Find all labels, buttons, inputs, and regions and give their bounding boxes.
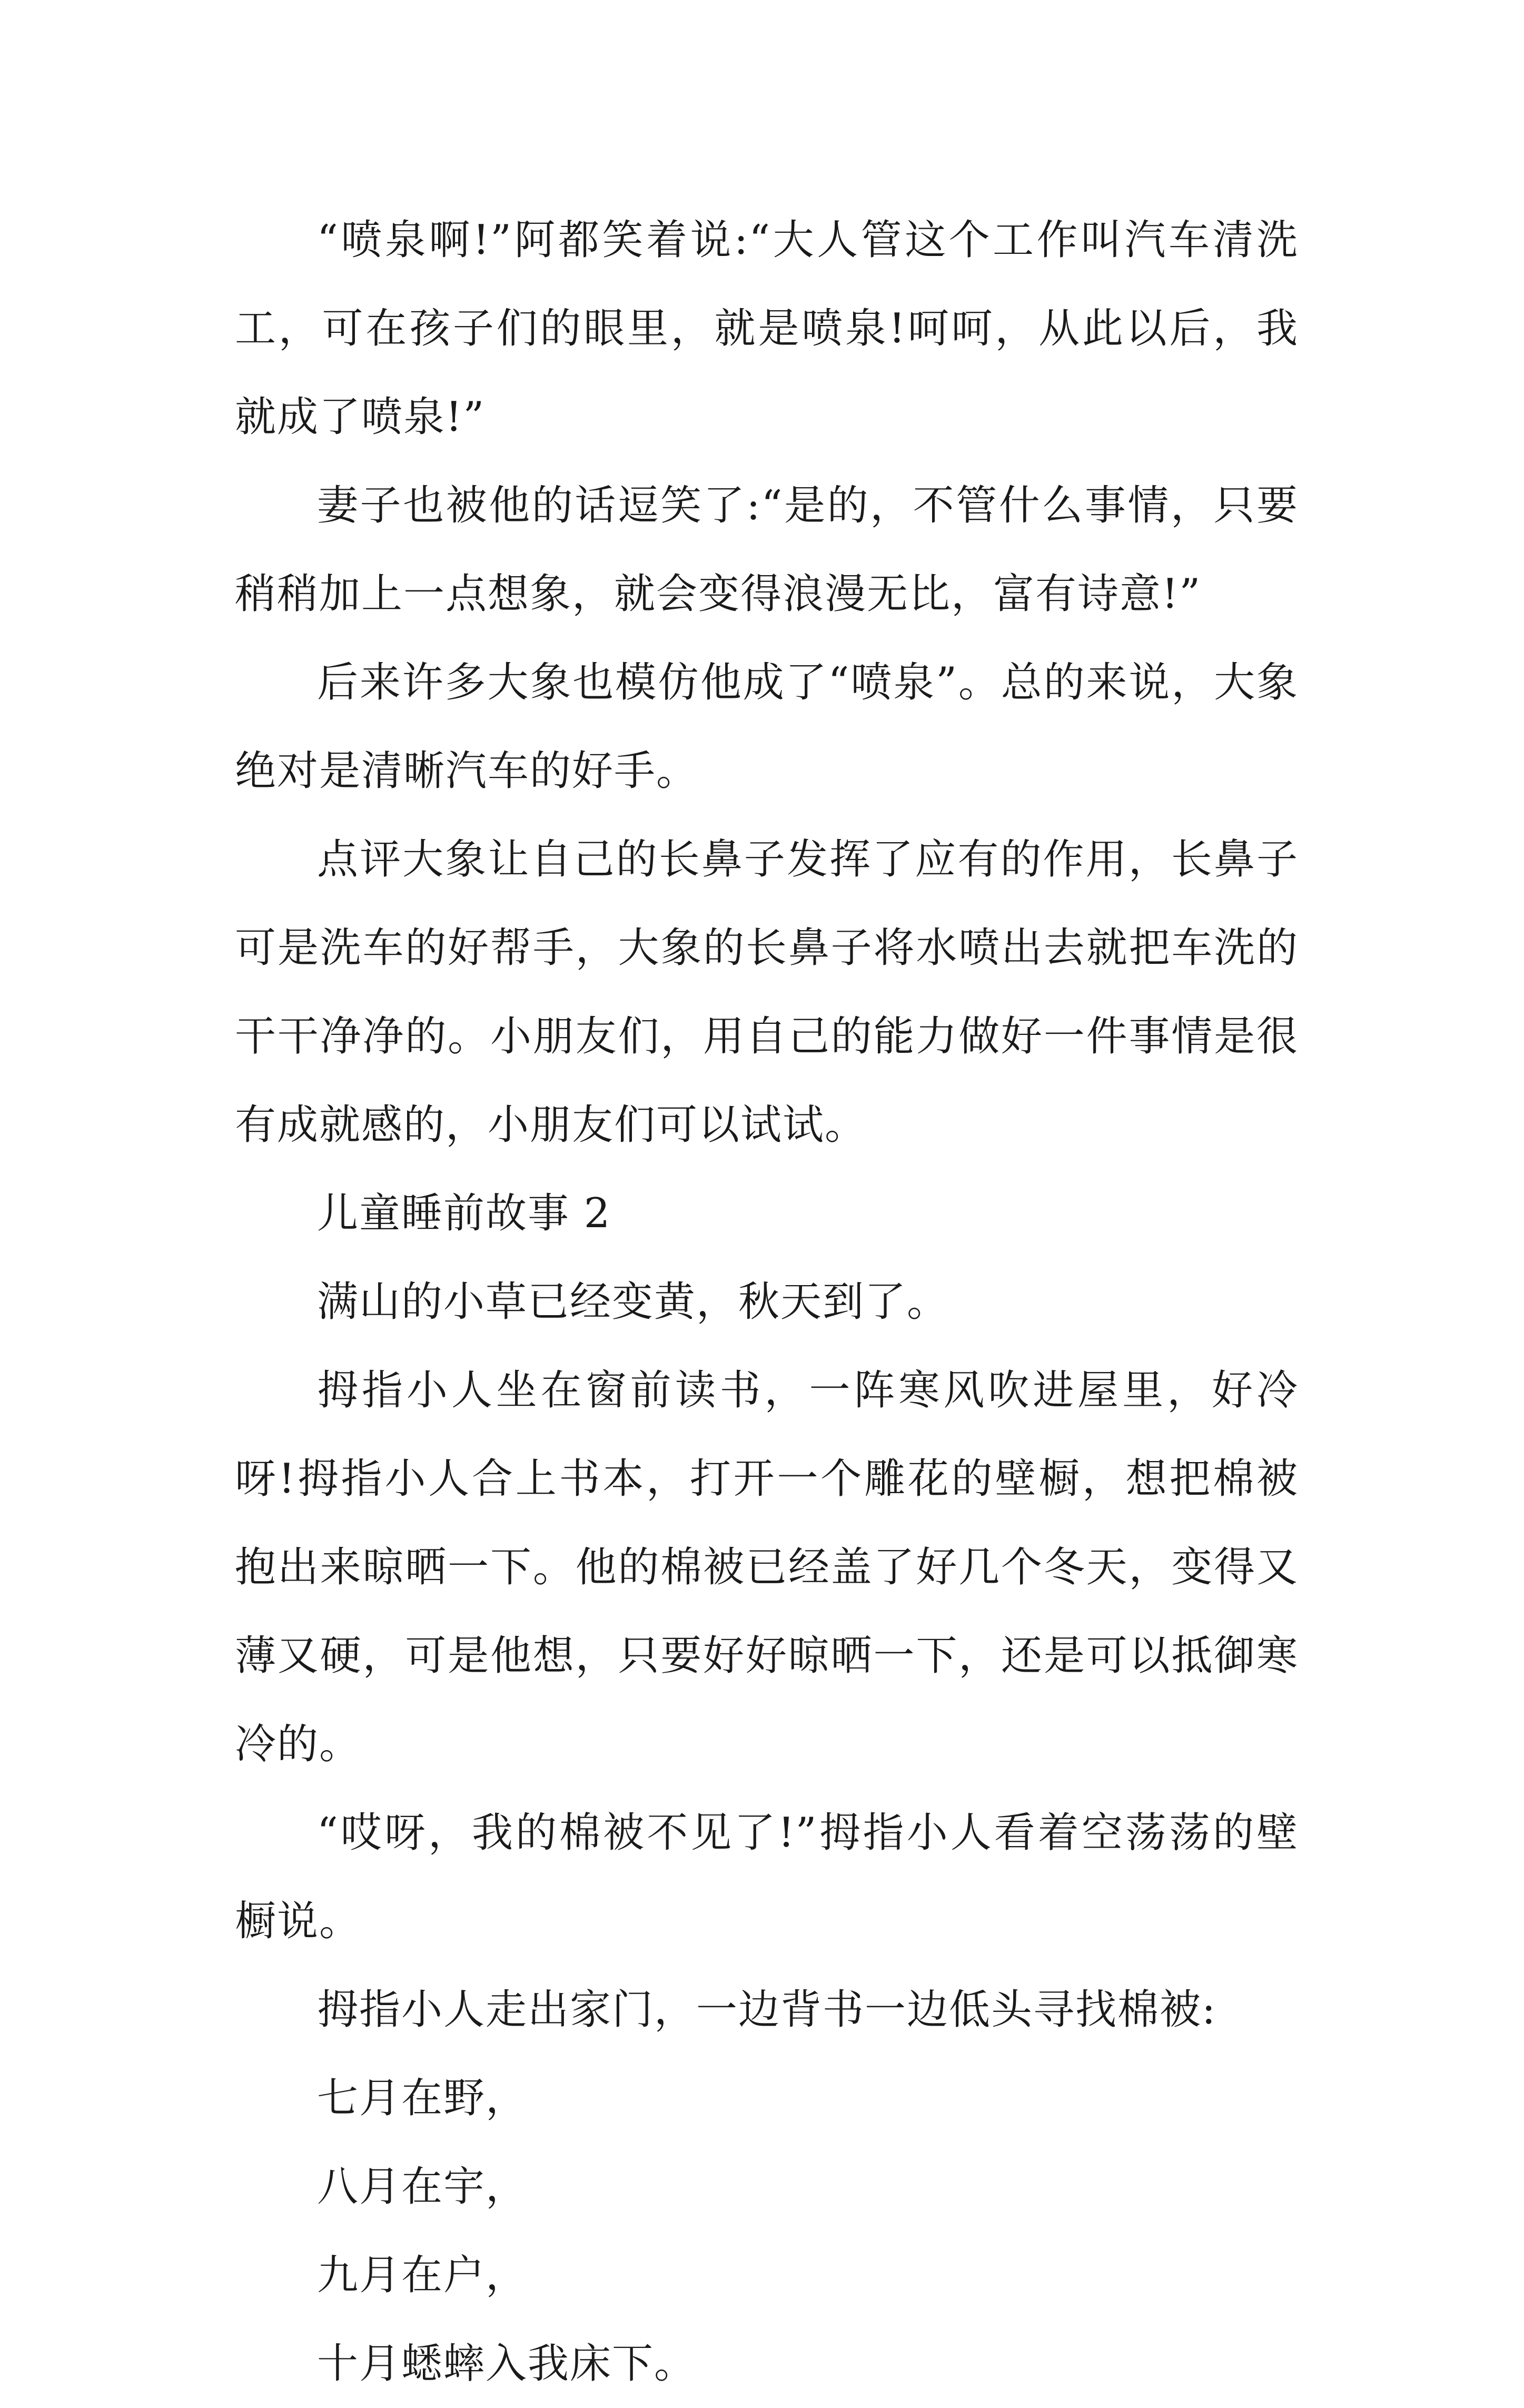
poem-line: 十月蟋蟀入我床下。 — [317, 2340, 697, 2387]
paragraph: “哎呀，我的棉被不见了!”拇指小人看着空荡荡的壁橱说。 — [235, 1809, 1299, 1945]
paragraph: 拇指小人坐在窗前读书，一阵寒风吹进屋里，好冷呀!拇指小人合上书本，打开一个雕花的壁橱，想把棉被抱出来晾晒一下。他的棉被已经盖了好几个冬天，变得又薄又硬，可是他想，只要好好晾晒一下，还是可以抵御寒冷的。 — [235, 1367, 1299, 1768]
paragraph: 满山的小草已经变黄，秋天到了。 — [317, 1278, 949, 1326]
paragraph: 妻子也被他的话逗笑了:“是的，不管什么事情，只要稍稍加上一点想象，就会变得浪漫无比，富有诗意!” — [235, 482, 1299, 618]
paragraph: “喷泉啊!”阿都笑着说:“大人管这个工作叫汽车清洗工，可在孩子们的眼里，就是喷泉!呵呵，从此以后，我就成了喷泉!” — [235, 216, 1299, 441]
poem-line: 八月在宇， — [317, 2163, 528, 2210]
section-heading: 儿童睡前故事 2 — [317, 1190, 611, 1237]
document-body — [235, 196, 1299, 2408]
poem-line: 七月在野， — [317, 2075, 528, 2122]
poem-line: 九月在户， — [317, 2252, 528, 2299]
paragraph: 点评大象让自己的长鼻子发挥了应有的作用，长鼻子可是洗车的好帮手，大象的长鼻子将水喷出去就把车洗的干干净净的。小朋友们，用自己的能力做好一件事情是很有成就感的，小朋友们可以试试。 — [235, 836, 1299, 1149]
paragraph: 拇指小人走出家门，一边背书一边低头寻找棉被: — [317, 1986, 1217, 2034]
paragraph: 后来许多大象也模仿他成了“喷泉”。总的来说，大象绝对是清晰汽车的好手。 — [235, 659, 1299, 795]
